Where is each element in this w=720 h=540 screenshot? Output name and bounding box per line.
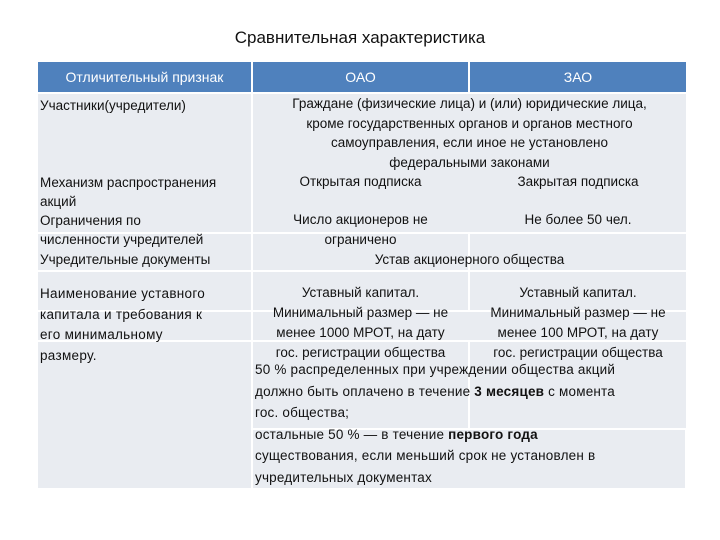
header-feature: Отличительный признак [38,62,251,92]
value-limits-zao: Не более 50 чел. [524,212,632,227]
value-limits-oao: Число акционеров не ограничено [293,212,428,247]
label-capital: Наименование уставного капитала и требования к его минимальному размеру. [40,286,206,363]
label-documents: Учредительные документы [40,252,211,267]
label-participants: Участники(учредители) [40,98,186,113]
value-capital-zao: Уставный капитал. Минимальный размер — не менее 100 МРОТ, на дату гос. регистрации общества [490,285,666,360]
value-mechanism-oao: Открытая подписка [299,174,422,189]
value-mechanism-zao: Закрытая подписка [517,174,639,189]
page-title: Сравнительная характеристика [234,28,486,47]
value-capital-oao: Уставный капитал. Минимальный размер — не менее 1000 МРОТ, на дату гос. регистрации общества [272,285,449,360]
label-limits: Ограничения по численности учредителей [40,213,204,247]
table-header [38,62,686,92]
header-zao: ЗАО [470,62,686,92]
header-oao: ОАО [253,62,468,92]
value-participants: Граждане (физические лица) и (или) юридические лица, кроме государственных органов и органов местного самоуправления, если иное не установлено федеральными законами [292,96,647,170]
value-documents: Устав акционерного общества [374,252,565,267]
capital-payment-note: 50 % распределенных при учреждении общества акций должно быть оплачено в течение 3 месяцев с момента гос. общества; остальные 50 % — в течение первого года существования, если меньший срок не установлен в учредительных документах [255,362,616,485]
label-mechanism: Механизм распространения акций [40,175,217,209]
